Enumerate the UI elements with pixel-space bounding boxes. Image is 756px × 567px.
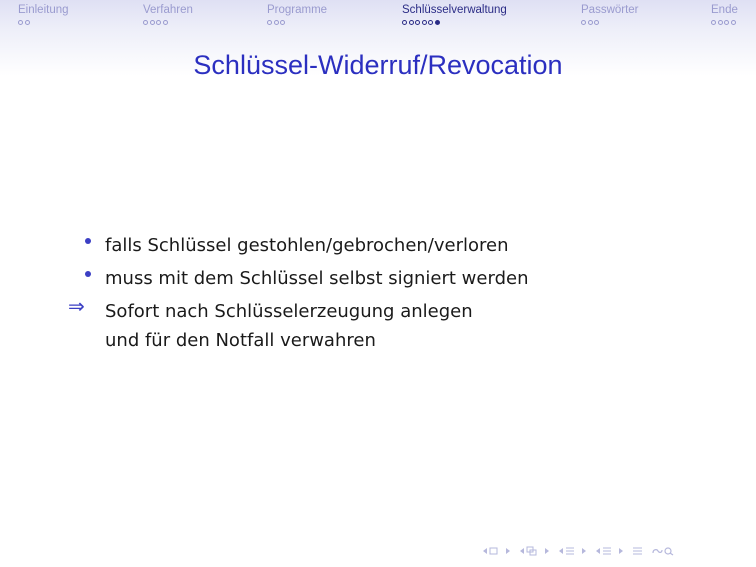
nav-section-verfahren[interactable]: Verfahren: [143, 4, 193, 16]
subsection-nav-icon[interactable]: [519, 546, 551, 556]
nav-dot[interactable]: [163, 20, 168, 25]
bullet-item: [105, 263, 528, 295]
search-icon[interactable]: [651, 546, 677, 556]
beamer-navigation-bar: [482, 546, 677, 556]
nav-dot-current[interactable]: [435, 20, 440, 25]
nav-dot[interactable]: [267, 20, 272, 25]
bullet-text: falls Schlüssel gestohlen/gebrochen/verloren: [105, 235, 509, 256]
nav-dots-programme: [267, 20, 285, 25]
implication-line-1: Sofort nach Schlüsselerzeugung anlegen: [105, 301, 473, 322]
bullet-text: muss mit dem Schlüssel selbst signiert werden: [105, 268, 529, 289]
slide-title: Schlüssel-Widerruf/Revocation: [193, 50, 563, 80]
nav-dot[interactable]: [274, 20, 279, 25]
implication-line-2: und für den Notfall verwahren: [105, 330, 376, 351]
nav-section-passwoerter[interactable]: Passwörter: [581, 4, 639, 16]
nav-dot[interactable]: [588, 20, 593, 25]
nav-dot[interactable]: [718, 20, 723, 25]
bullet-item: [105, 230, 509, 262]
nav-section-einleitung[interactable]: Einleitung: [18, 4, 69, 16]
section-nav-icon[interactable]: [558, 546, 588, 556]
nav-dot[interactable]: [143, 20, 148, 25]
nav-section-schluesselverwaltung[interactable]: Schlüsselverwaltung: [402, 4, 507, 16]
nav-dot[interactable]: [25, 20, 30, 25]
subsection-list-nav-icon[interactable]: [595, 546, 625, 556]
appendix-nav-icon[interactable]: [632, 546, 644, 556]
nav-dots-verfahren: [143, 20, 168, 25]
nav-dot[interactable]: [711, 20, 716, 25]
nav-dot[interactable]: [156, 20, 161, 25]
nav-dot[interactable]: [402, 20, 407, 25]
implication-item: [68, 294, 473, 357]
nav-dot[interactable]: [594, 20, 599, 25]
bullet-icon: [85, 271, 91, 277]
nav-section-ende[interactable]: Ende: [711, 4, 738, 16]
nav-dots-schluesselverwaltung: [402, 20, 440, 25]
frame-nav-icon[interactable]: [482, 546, 512, 556]
nav-dot[interactable]: [428, 20, 433, 25]
nav-dots-ende: [711, 20, 736, 25]
nav-dot[interactable]: [581, 20, 586, 25]
nav-section-programme[interactable]: Programme: [267, 4, 328, 16]
implies-arrow-icon: ⇒: [68, 294, 85, 318]
nav-dot[interactable]: [422, 20, 427, 25]
nav-dot[interactable]: [731, 20, 736, 25]
nav-dot[interactable]: [280, 20, 285, 25]
nav-dot[interactable]: [150, 20, 155, 25]
bullet-icon: [85, 238, 91, 244]
nav-dot[interactable]: [18, 20, 23, 25]
nav-dots-passwoerter: [581, 20, 599, 25]
nav-dot[interactable]: [409, 20, 414, 25]
nav-dot[interactable]: [724, 20, 729, 25]
nav-dots-einleitung: [18, 20, 30, 25]
nav-dot[interactable]: [415, 20, 420, 25]
